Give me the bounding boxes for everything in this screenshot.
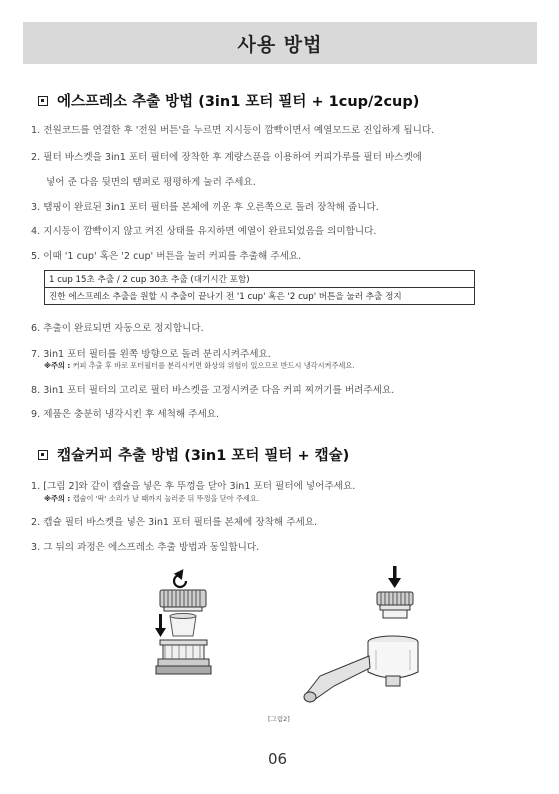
figure-caption: [그림2] — [268, 715, 290, 723]
capsule — [170, 614, 196, 637]
step-item: 3. 그 뒤의 과정은 에스프레소 추출 방법과 동일합니다. — [31, 542, 260, 553]
step-item: 2. 필터 바스켓을 3in1 포터 필터에 장착한 후 계량스푼을 이용하여 커피가루를 필터 바스켓에 — [31, 152, 423, 163]
page-number: 06 — [268, 750, 288, 768]
down-arrow-icon — [388, 566, 401, 588]
step-item: 2. 캡슐 필터 바스켓을 넣은 3in1 포터 필터를 본체에 장착해 주세요. — [31, 517, 318, 528]
step-item: 8. 3in1 포터 필터의 고리로 필터 바스켓을 고정시켜준 다음 커피 찌꺼기를 버려주세요. — [31, 385, 395, 396]
caution-label: ※주의 : — [44, 361, 71, 370]
step-item: 5. 이때 '1 cup' 혹은 '2 cup' 버튼을 눌러 커피를 추출해 주세요. — [31, 251, 302, 262]
page-title: 사용 방법 — [237, 33, 323, 56]
portafilter — [304, 636, 418, 702]
caution-text: 캡슐이 '딱' 소리가 날 때까지 눌러준 뒤 뚜껑을 닫아 주세요. — [72, 494, 260, 503]
capsule-lid — [160, 590, 206, 611]
step-item: 6. 추출이 완료되면 자동으로 정지합니다. — [31, 323, 204, 334]
caution-text: 커피 추출 후 바로 포터필터를 분리시키면 화상의 위험이 있으므로 반드시 냉각시켜주세요. — [72, 361, 355, 370]
step-item: 9. 제품은 충분히 냉각시킨 후 세척해 주세요. — [31, 409, 220, 420]
down-arrow-icon — [155, 614, 166, 637]
step-item: 7. 3in1 포터 필터를 왼쪽 방향으로 돌려 분리시켜주세요. — [31, 349, 271, 360]
caution-label: ※주의 : — [44, 494, 71, 503]
step-item: 1. [그림 2]와 같이 캡슐을 넣은 후 뚜껑을 닫아 3in1 포터 필터에 넣어주세요. — [31, 481, 356, 492]
table-cell: 진한 에스프레소 추출을 원할 시 추출이 끝나기 전 '1 cup' 혹은 '2 cup' 버튼을 눌러 추출 정지 — [45, 288, 475, 305]
section-title-text: 에스프레소 추출 방법 (3in1 포터 필터 + 1cup/2cup) — [57, 94, 420, 110]
capsule-lid — [377, 592, 413, 618]
step-item: 3. 탬핑이 완료된 3in1 포터 필터를 본체에 끼운 후 오른쪽으로 돌려 장착해 줍니다. — [31, 202, 379, 213]
section-title-text: 캡슐커피 추출 방법 (3in1 포터 필터 + 캡슐) — [57, 448, 350, 464]
table-cell: 1 cup 15초 추출 / 2 cup 30초 추출 (대기시간 포함) — [45, 271, 475, 288]
capsule-basket — [156, 640, 211, 674]
rotate-arrow-icon — [174, 571, 186, 587]
step-item-continued: 넣어 준 다음 뒷면의 탬퍼로 평평하게 눌러 주세요. — [46, 177, 256, 188]
step-item: 1. 전원코드를 연결한 후 '전원 버튼'을 누르면 지시등이 깜빡이면서 예열모드로 진입하게 됩니다. — [31, 125, 435, 136]
step-item: 4. 지시등이 깜빡이지 않고 켜진 상태를 유지하면 예열이 완료되었음을 의미합니다. — [31, 226, 377, 237]
